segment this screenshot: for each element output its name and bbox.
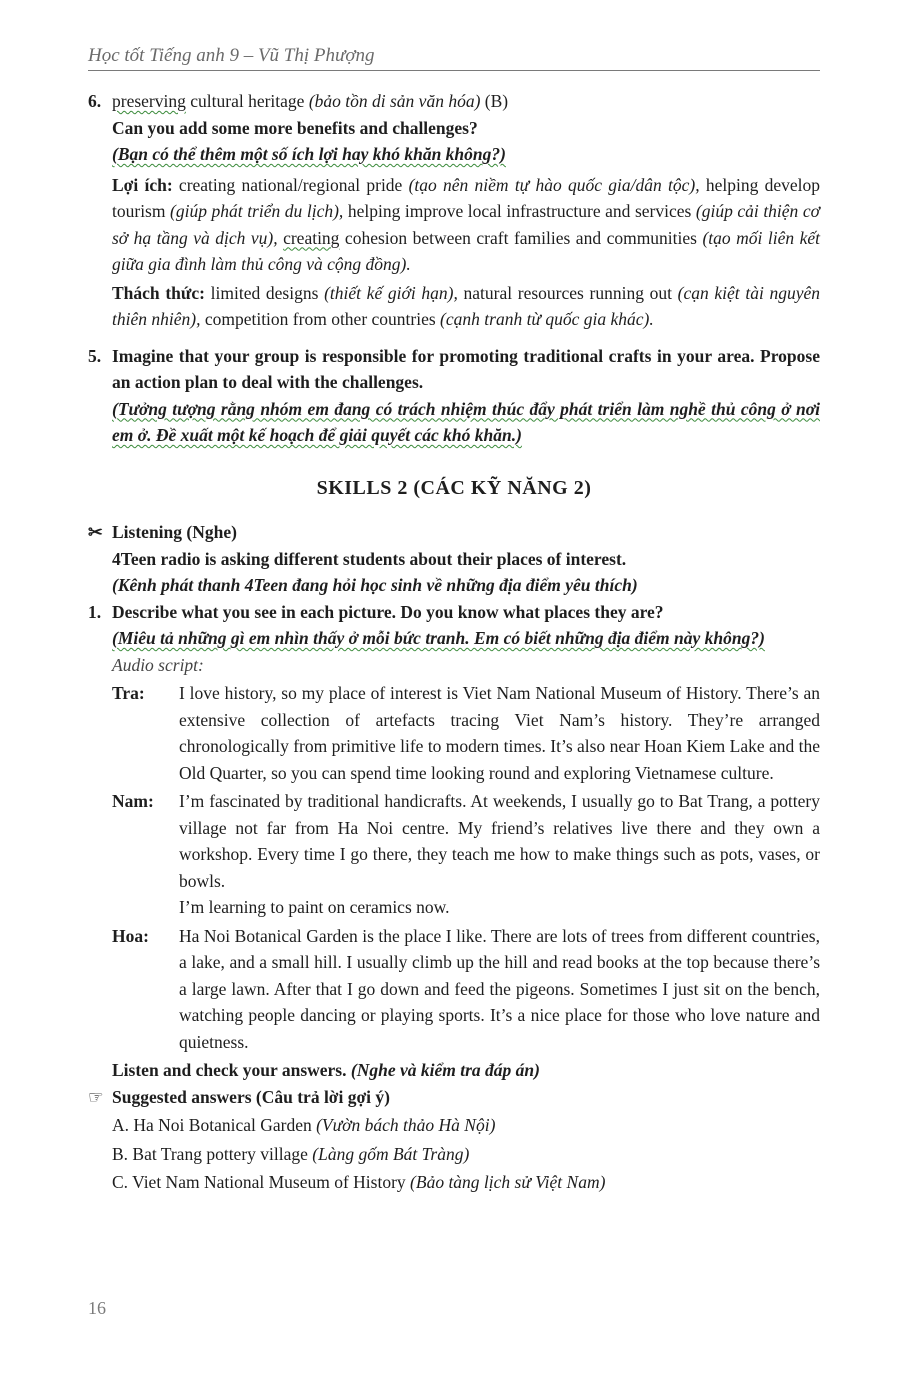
answer-item xyxy=(112,1112,820,1139)
item-number: 6. xyxy=(88,91,102,111)
speaker: Tra: xyxy=(112,683,145,703)
running-header: Học tốt Tiếng anh 9 – Vũ Thị Phượng xyxy=(88,42,820,71)
speaker: Hoa: xyxy=(112,925,149,946)
speech: Ha Noi Botanical Garden is the place I like. There are lots of trees from different countries, a lake, and a small hill. I usually climb up the hill and read books at the top because there’s a large lawn. After that I go down and feed the pigeons. Sometimes I just sit on the bench, watching people dancing or playing sports. It’s a nice place for those who love nature and quietness. xyxy=(179,925,820,1052)
question-number: 1. xyxy=(88,601,102,622)
answer-item xyxy=(112,1141,820,1168)
scissors-icon: ✂ xyxy=(88,522,103,542)
dialogue-turn xyxy=(112,923,820,1056)
answer-text: C. Viet Nam National Museum of History xyxy=(112,1172,411,1192)
benefit-text: creating national/regional pride xyxy=(172,174,409,195)
challenge-text: natural resources running out xyxy=(457,282,678,303)
add-question: Can you add some more benefits and challenges? xyxy=(112,117,478,138)
suggested-heading-row xyxy=(88,1084,820,1111)
question-translation: (Tưởng tượng rằng nhóm em đang có trách nhiệm thúc đẩy phát triển làm nghề thủ công ở nơi em ở. Đề xuất một kế hoạch để giải quyết các khó khăn.) xyxy=(112,398,820,445)
speaker: Nam: xyxy=(112,791,154,811)
answer-text: B. Bat Trang pottery village xyxy=(112,1143,313,1164)
item-text: cultural heritage xyxy=(185,91,309,111)
listening-intro-translation: (Kênh phát thanh 4Teen đang hỏi học sinh về những địa điểm yêu thích) xyxy=(112,575,638,595)
dialogue-turn xyxy=(112,680,820,786)
audio-script-label: Audio script: xyxy=(112,654,204,675)
page-number: 16 xyxy=(88,1298,106,1318)
suggested-heading: Suggested answers (Câu trả lời gợi ý) xyxy=(112,1086,390,1107)
section-title: SKILLS 2 (CÁC KỸ NĂNG 2) xyxy=(316,476,592,499)
answer-item xyxy=(112,1169,820,1196)
answer-list xyxy=(88,1112,820,1196)
benefits-label: Lợi ích: xyxy=(112,174,173,195)
check-translation: (Nghe và kiểm tra đáp án) xyxy=(350,1060,540,1080)
benefit-text: helping develop tourism xyxy=(112,174,820,221)
add-question-translation: (Bạn có thể thêm một số ích lợi hay khó khăn không?) xyxy=(112,144,506,164)
question-5 xyxy=(88,343,820,449)
listening-intro: 4Teen radio is asking different students about their places of interest. xyxy=(112,548,627,569)
listening-heading-row xyxy=(88,519,820,546)
challenge-text: limited designs xyxy=(204,282,325,303)
question-1 xyxy=(88,599,820,626)
check-text: Listen and check your answers. xyxy=(112,1060,351,1080)
pointing-hand-icon: ☞ xyxy=(88,1086,104,1107)
benefit-word: creating xyxy=(283,227,340,248)
question-text: Imagine that your group is responsible for promoting traditional crafts in your area. Propose an action plan to deal with the challenges. xyxy=(112,345,820,392)
speech: I love history, so my place of interest is Viet Nam National Museum of History. There’s an extensive collection of artefacts tracing Viet Nam’s history. They’re arranged chronologically from primitive life to modern times. It’s also near Hoan Kiem Lake and the Old Quarter, so you can spend time looking round and exploring Vietnamese culture. xyxy=(179,683,820,783)
item-word: preserving xyxy=(112,91,186,111)
challenges-paragraph xyxy=(88,280,820,333)
answer-text: A. Ha Noi Botanical Garden xyxy=(112,1115,317,1135)
item-translation: (bảo tồn di sản văn hóa) xyxy=(308,91,481,111)
item-6 xyxy=(88,88,820,115)
speech: I’m learning to paint on ceramics now. xyxy=(179,897,450,917)
answer-translation: (Bảo tàng lịch sử Việt Nam) xyxy=(410,1172,606,1192)
benefit-translation: (tạo mối liên kết giữa gia đình làm thủ công và cộng đồng). xyxy=(112,227,821,274)
question-translation: (Miêu tả những gì em nhìn thấy ở mỗi bức tranh. Em có biết những địa điểm này không?) xyxy=(112,628,765,648)
question-number: 5. xyxy=(88,345,102,366)
benefit-translation: (tạo nên niềm tự hào quốc gia/dân tộc), xyxy=(408,174,700,195)
check-instruction xyxy=(88,1057,820,1084)
item-answer: (B) xyxy=(480,91,509,111)
dialogue-turn xyxy=(112,788,820,921)
benefits-paragraph xyxy=(88,172,820,278)
content xyxy=(88,88,820,1196)
benefit-text: cohesion between craft families and communities xyxy=(339,227,703,248)
dialogue xyxy=(88,680,820,1055)
challenges-label: Thách thức: xyxy=(112,282,205,303)
answer-translation: (Làng gốm Bát Tràng) xyxy=(312,1143,470,1164)
benefit-translation: (giúp phát triển du lịch), xyxy=(170,201,344,221)
challenge-translation: (thiết kế giới hạn), xyxy=(324,282,458,303)
challenge-translation: (cạnh tranh từ quốc gia khác). xyxy=(440,309,654,329)
benefit-text: helping improve local infrastructure and services xyxy=(343,201,696,221)
challenge-translation: (cạn kiệt tài nguyên thiên nhiên), xyxy=(112,282,821,329)
answer-translation: (Vườn bách thảo Hà Nội) xyxy=(316,1115,496,1135)
speech: I’m fascinated by traditional handicrafts. At weekends, I usually go to Bat Trang, a pottery village not far from Ha Noi centre. My friend’s relatives live there and they own a workshop. Every time I go there, they teach me how to make things such as pots, vases, or bowls. xyxy=(179,791,820,891)
listening-heading: Listening (Nghe) xyxy=(112,522,237,542)
benefit-translation: (giúp cải thiện cơ sở hạ tầng và dịch vụ), xyxy=(112,201,820,248)
question-text: Describe what you see in each picture. Do you know what places they are? xyxy=(112,601,664,622)
challenge-text: competition from other countries xyxy=(200,309,441,329)
